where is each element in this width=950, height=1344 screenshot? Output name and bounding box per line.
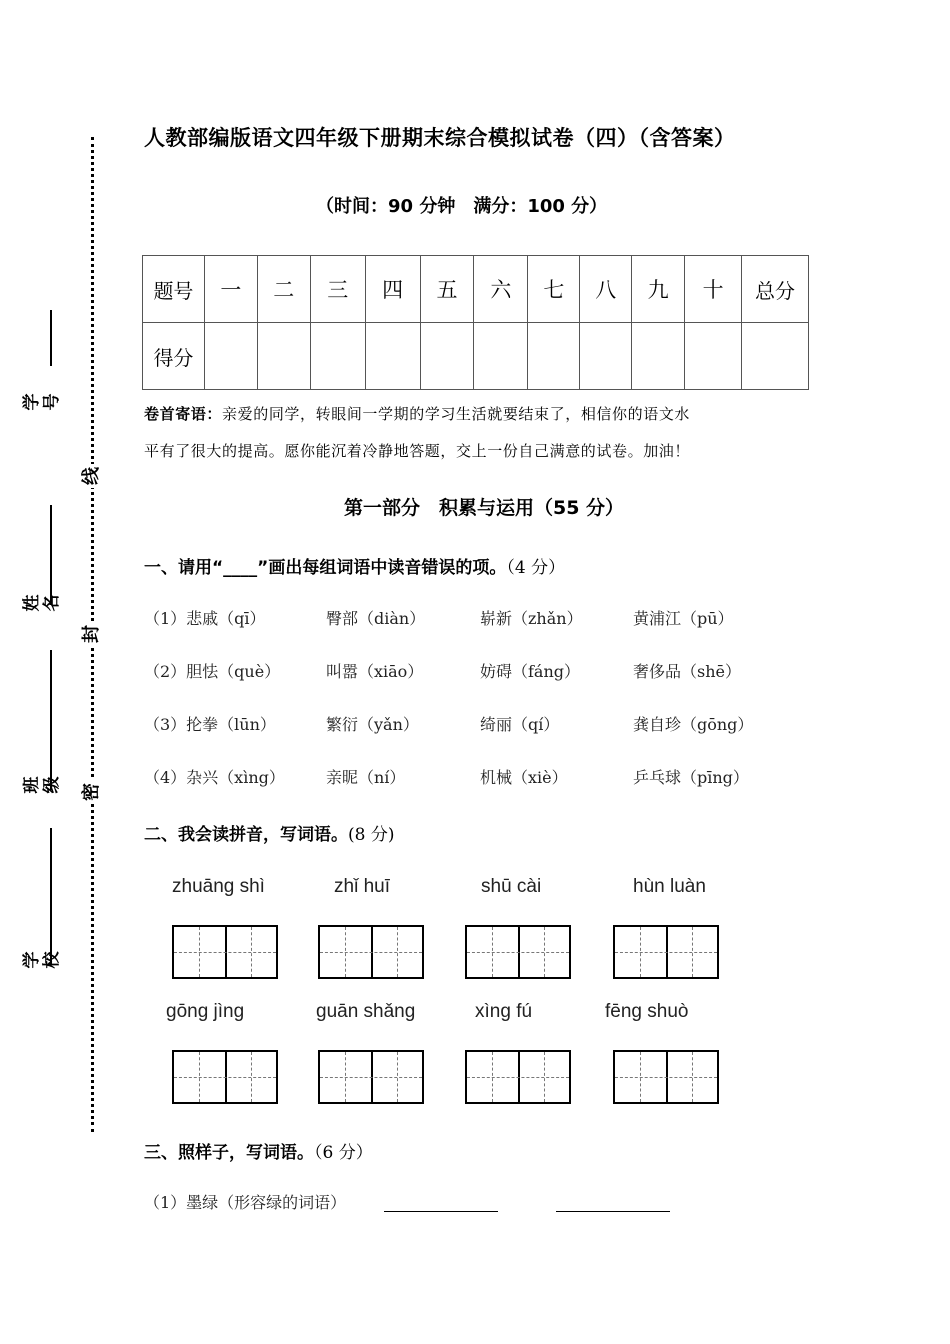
score-table-col: 四 bbox=[365, 256, 420, 323]
q2-title: 二、我会读拼音，写词语。 bbox=[144, 825, 348, 845]
pinyin-label: xìng fú bbox=[475, 1001, 533, 1022]
q1-item[interactable]: （4）杂兴（xìng） bbox=[144, 768, 285, 787]
pinyin-label: zhuāng shì bbox=[172, 876, 265, 897]
binding-label-xian: 线 bbox=[80, 464, 104, 488]
answer-blank[interactable] bbox=[556, 1211, 670, 1212]
q1-item[interactable]: 乒乓球（pīng） bbox=[633, 768, 749, 787]
q1-item[interactable]: （3）抡拳（lūn） bbox=[144, 715, 276, 734]
score-table bbox=[142, 255, 809, 390]
preface-line-1: 亲爱的同学，转眼间一学期的学习生活就要结束了，相信你的语文水 bbox=[222, 405, 691, 423]
preface-label: 卷首寄语： bbox=[144, 405, 223, 423]
q1-item[interactable]: 奢侈品（shē） bbox=[633, 662, 741, 681]
writing-grid[interactable] bbox=[465, 1050, 571, 1104]
q1-score: （4 分） bbox=[506, 558, 566, 578]
binding-label-feng: 封 bbox=[80, 622, 104, 646]
score-cell[interactable] bbox=[742, 323, 809, 390]
binding-label-mi: 密 bbox=[80, 780, 104, 804]
score-cell[interactable] bbox=[474, 323, 528, 390]
score-table-row-label: 得分 bbox=[143, 323, 205, 390]
writing-grid[interactable] bbox=[318, 925, 424, 979]
score-table-col: 十 bbox=[685, 256, 742, 323]
q1-item[interactable]: 妨碍（fáng） bbox=[480, 662, 581, 681]
school-line bbox=[50, 828, 52, 964]
q1-item[interactable]: 黄浦江（pū） bbox=[633, 609, 734, 628]
q3-heading bbox=[144, 1138, 373, 1163]
score-cell[interactable] bbox=[420, 323, 474, 390]
q1-item[interactable]: 崭新（zhǎn） bbox=[480, 609, 583, 628]
name-line bbox=[50, 505, 52, 605]
score-table-col: 八 bbox=[580, 256, 632, 323]
writing-grid[interactable] bbox=[172, 1050, 278, 1104]
q2-score: (8 分) bbox=[348, 825, 395, 845]
writing-grid[interactable] bbox=[172, 925, 278, 979]
score-table-col: 五 bbox=[420, 256, 474, 323]
q1-item[interactable]: （2）胆怯（què） bbox=[144, 662, 281, 681]
score-cell[interactable] bbox=[685, 323, 742, 390]
score-table-header-row bbox=[143, 256, 809, 323]
score-cell[interactable] bbox=[257, 323, 310, 390]
q1-item[interactable]: 龚自珍（gōng） bbox=[633, 715, 754, 734]
q1-item[interactable]: （1）悲戚（qī） bbox=[144, 609, 266, 628]
class-line bbox=[50, 650, 52, 790]
writing-grid[interactable] bbox=[465, 925, 571, 979]
class-label: 班级 bbox=[22, 776, 62, 794]
pinyin-label: hùn luàn bbox=[633, 876, 706, 897]
score-table-row-label: 题号 bbox=[143, 256, 205, 323]
q1-heading bbox=[144, 553, 565, 578]
writing-grid[interactable] bbox=[318, 1050, 424, 1104]
q3-item: （1）墨绿（形容绿的词语） bbox=[144, 1193, 347, 1212]
score-table-col: 一 bbox=[204, 256, 257, 323]
score-table-col: 九 bbox=[632, 256, 685, 323]
score-cell[interactable] bbox=[310, 323, 365, 390]
q3-title: 三、照样子，写词语。 bbox=[144, 1143, 314, 1163]
exam-title: 人教部编版语文四年级下册期末综合模拟试卷（四）（含答案） bbox=[144, 126, 736, 150]
score-table-score-row bbox=[143, 323, 809, 390]
pinyin-label: zhǐ huī bbox=[334, 876, 390, 897]
q1-item[interactable]: 繁衍（yǎn） bbox=[326, 715, 419, 734]
q1-item[interactable]: 亲昵（ní） bbox=[326, 768, 406, 787]
q1-item[interactable]: 绮丽（qí） bbox=[480, 715, 560, 734]
student-id-label: 学号 bbox=[22, 393, 62, 411]
score-cell[interactable] bbox=[580, 323, 632, 390]
writing-grid[interactable] bbox=[613, 1050, 719, 1104]
writing-grid[interactable] bbox=[613, 925, 719, 979]
score-cell[interactable] bbox=[204, 323, 257, 390]
preface-line-2: 平有了很大的提高。愿你能沉着冷静地答题，交上一份自己满意的试卷。加油！ bbox=[144, 442, 691, 460]
score-table-total-col: 总分 bbox=[742, 256, 809, 323]
score-table-col: 三 bbox=[310, 256, 365, 323]
q3-score: （6 分） bbox=[314, 1143, 373, 1163]
q1-item[interactable]: 机械（xiè） bbox=[480, 768, 568, 787]
score-table-col: 七 bbox=[528, 256, 580, 323]
score-table-col: 六 bbox=[474, 256, 528, 323]
preface-message bbox=[144, 396, 816, 470]
score-cell[interactable] bbox=[632, 323, 685, 390]
q1-item[interactable]: 臀部（diàn） bbox=[326, 609, 426, 628]
q1-item[interactable]: 叫嚣（xiāo） bbox=[326, 662, 424, 681]
pinyin-label: fēng shuò bbox=[605, 1001, 689, 1022]
q1-title: 一、请用“____”画出每组词语中读音错误的项。 bbox=[144, 558, 507, 578]
q2-heading bbox=[144, 820, 394, 845]
score-cell[interactable] bbox=[528, 323, 580, 390]
exam-subtitle: （时间：90 分钟 满分：100 分） bbox=[316, 196, 608, 217]
part1-title: 第一部分 积累与运用（55 分） bbox=[344, 497, 625, 519]
score-cell[interactable] bbox=[365, 323, 420, 390]
pinyin-label: shū cài bbox=[481, 876, 542, 897]
pinyin-label: gōng jìng bbox=[166, 1001, 245, 1022]
pinyin-label: guān shǎng bbox=[316, 1001, 416, 1022]
student-id-line bbox=[50, 310, 52, 366]
name-label: 姓名 bbox=[22, 594, 62, 612]
score-table-col: 二 bbox=[257, 256, 310, 323]
school-label: 学校 bbox=[22, 951, 62, 969]
answer-blank[interactable] bbox=[384, 1211, 498, 1212]
